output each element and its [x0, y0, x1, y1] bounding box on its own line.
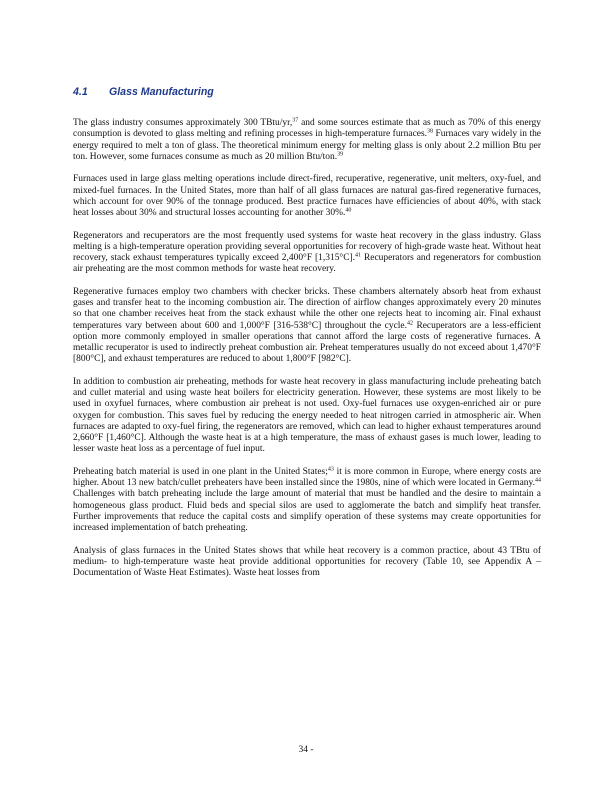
- footnote-marker: 40: [345, 207, 352, 214]
- paragraph-text: Recuperators are a less-efficient option more commonly employed in smaller operations that cannot afford the large costs of regenerative furnaces. A metallic recuperator is used to indirectly preheat combustion air. Preheat temperatures usually do not exceed about 1,470°F [800°C], and exhaust temperatures are reduced to about 1,800°F [982°C].: [73, 320, 542, 365]
- paragraph: [73, 546, 541, 580]
- paragraph: [73, 118, 541, 163]
- footnote-marker: 42: [406, 320, 413, 326]
- paragraph-text: Regenerators and recuperators are the most frequently used systems for waste heat recovery in the glass industry. Glass melting is a high-temperature operation providing several opportunities for recovery of high-grade waste heat. Without heat recovery, stack exhaust temperatures typically exceed 2,400°F [1,315°C].: [73, 230, 541, 263]
- footnote-marker: 37: [292, 117, 299, 124]
- paragraph-text: Furnaces used in large glass melting operations include direct-fired, recuperative, regenerative, unit melters, oxy-fuel, and mixed-fuel furnaces. In the United States, more than half of all glass furnaces are natural gas-fired regenerative furnaces, which account for over 90% of the tonnage produced. Best practice furnaces have efficiencies of about 40%, with stack heat losses about 30% and structural losses accounting for another 30%.: [73, 174, 541, 218]
- paragraph-text: In addition to combustion air preheating, methods for waste heat recovery in glass manufacturing include preheating batch and cullet material and using waste heat boilers for electricity generation. However, these systems are most likely to be used in oxyfuel furnaces, where combustion air preheat is not used. Oxy-fuel furnaces use oxygen-enriched air or pure oxygen for combustion. This saves fuel by reducing the energy needed to heat nitrogen carried in atmospheric air. When furnaces are adapted to oxy-fuel firing, the regenerators are removed, which can lead to higher exhaust temperatures around 2,660°F [1,460°C]. Although the waste heat is at a high temperature, the mass of exhaust gases is much lower, leading to lesser waste heat loss as a percentage of fuel input.: [73, 376, 541, 455]
- section-title: Glass Manufacturing: [109, 86, 214, 98]
- body-text: [73, 118, 541, 591]
- paragraph: [73, 467, 541, 535]
- paragraph: [73, 377, 541, 456]
- footnote-marker: 41: [355, 252, 361, 259]
- paragraph-text: Recuperators and regenerators for combustion air preheating are the most common methods for waste heat recovery.: [73, 253, 541, 275]
- paragraph: [73, 287, 541, 366]
- footnote-marker: 44: [535, 477, 541, 484]
- paragraph: [73, 174, 541, 219]
- footnote-marker: 38: [427, 128, 433, 135]
- paragraph-text: and some sources estimate that as much as 70% of this energy consumption is devoted to glass melting and refining processes in high-temperature furnaces.: [73, 118, 541, 140]
- paragraph-text: Furnaces vary widely in the energy required to melt a ton of glass. The theoretical minimum energy for melting glass is only about 2.2 million Btu per ton. However, some furnaces consume as much as 20 million Btu/ton.: [73, 129, 541, 162]
- paragraph-text: Regenerative furnaces employ two chambers with checker bricks. These chambers alternately absorb heat from exhaust gases and transfer heat to the incoming combustion air. The direction of airflow changes approximately every 20 minutes so that one chamber receives heat from the stack exhaust while the other one rejects heat to incoming air. Final exhaust temperatures vary between about 600 and 1,000°F [316-538°C] throughout the cycle.: [73, 286, 541, 331]
- page-number: 34 -: [298, 745, 314, 755]
- footnote-marker: 43: [327, 466, 334, 473]
- section-number: 4.1: [73, 86, 88, 98]
- paragraph: [73, 231, 541, 276]
- footnote-marker: 39: [337, 151, 344, 158]
- paragraph-text: Analysis of glass furnaces in the United States shows that while heat recovery is a common practice, about 43 TBtu of medium- to high-temperature waste heat provide additional opportunities for recovery (Table 10, see Appendix A – Documentation of Waste Heat Estimates). Waste heat losses from: [73, 545, 541, 578]
- paragraph-text: it is more common in Europe, where energy costs are higher. About 13 new batch/cullet preheaters have been installed since the 1980s, nine of which were located in Germany.: [73, 466, 541, 488]
- paragraph-text: The glass industry consumes approximately 300 TBtu/yr,: [73, 118, 293, 128]
- paragraph-text: Preheating batch material is used in one plant in the United States;: [73, 466, 328, 477]
- section-heading: [73, 86, 214, 98]
- paragraph-text: Challenges with batch preheating include the large amount of material that must be handled and the desire to maintain a homogeneous glass product. Fluid beds and special silos are used to agglomerate the batch and simplify heat transfer. Further improvements that reduce the capital costs and simplify operation of these systems may create opportunities for increased implementation of batch preheating.: [73, 489, 541, 533]
